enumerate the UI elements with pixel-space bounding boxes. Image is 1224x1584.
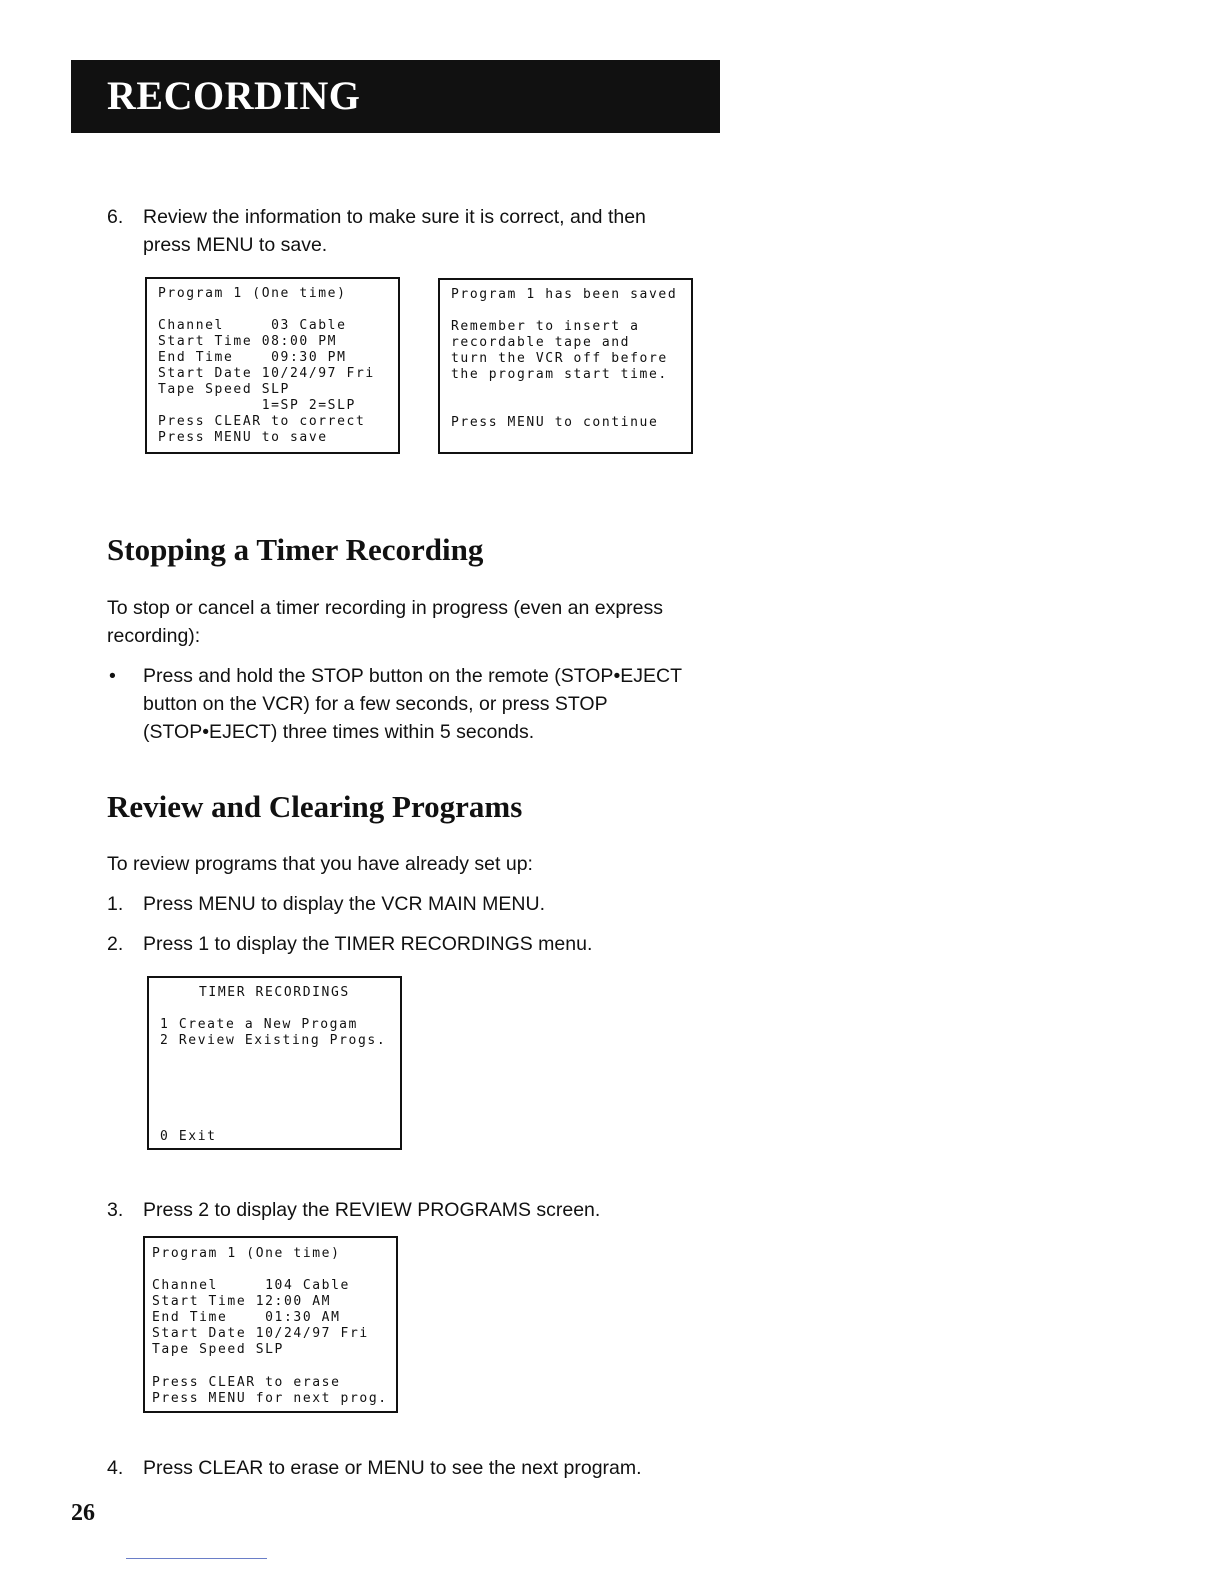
screen-line: 1 Create a New Progam (160, 1017, 358, 1032)
bullet-text-line2: button on the VCR) for a few seconds, or press STOP (143, 693, 608, 715)
section-title: RECORDING (107, 73, 361, 118)
screen-line: the program start time. (451, 367, 668, 382)
screen-line: 1=SP 2=SLP (158, 398, 356, 413)
step-text: Press 1 to display the TIMER RECORDINGS menu. (143, 933, 593, 955)
screen-line: Remember to insert a (451, 319, 640, 334)
step-text: Press MENU to display the VCR MAIN MENU. (143, 893, 546, 915)
bullet-text-line1: Press and hold the STOP button on the remote (STOP•EJECT (143, 665, 683, 687)
screen-line: Start Date 10/24/97 Fri (158, 366, 375, 381)
bullet-icon: • (109, 665, 116, 687)
review-step-2 (107, 930, 727, 958)
stopping-heading: Stopping a Timer Recording (107, 532, 484, 567)
screen-line: Press MENU to save (158, 430, 328, 445)
step-number: 6. (107, 206, 124, 228)
screen-line: recordable tape and (451, 335, 631, 350)
step-text-line1: Review the information to make sure it is correct, and then (143, 206, 646, 228)
review-heading: Review and Clearing Programs (107, 789, 523, 824)
step-number: 2. (107, 933, 124, 955)
stopping-bullet (107, 662, 727, 752)
section-header-bar (71, 60, 720, 133)
screen-line: Press CLEAR to correct (158, 414, 366, 429)
program-review-screen (145, 277, 400, 454)
screen-line: Program 1 has been saved (451, 287, 678, 302)
screen-line: Channel 03 Cable (158, 318, 347, 333)
screen-line: Start Time 12:00 AM (152, 1294, 332, 1309)
screen-line: End Time 09:30 PM (158, 350, 347, 365)
review-programs-screen (143, 1236, 398, 1413)
step-number: 3. (107, 1199, 124, 1221)
screen-line: TIMER RECORDINGS (199, 985, 350, 1000)
screen-line: End Time 01:30 AM (152, 1310, 341, 1325)
screen-line: 2 Review Existing Progs. (160, 1033, 387, 1048)
review-step-4 (107, 1454, 727, 1482)
screen-line: Start Date 10/24/97 Fri (152, 1326, 369, 1341)
step-text: Press 2 to display the REVIEW PROGRAMS screen. (143, 1199, 601, 1221)
screen-line: 0 Exit (160, 1129, 217, 1144)
step-number: 4. (107, 1457, 124, 1479)
stopping-intro-line1: To stop or cancel a timer recording in progress (even an express (107, 597, 664, 619)
review-step-1 (107, 890, 727, 918)
screen-line: Press CLEAR to erase (152, 1375, 341, 1390)
screen-line: Tape Speed SLP (158, 382, 290, 397)
screen-line: turn the VCR off before (451, 351, 668, 366)
program-saved-screen (438, 278, 693, 454)
screen-line: Program 1 (One time) (158, 286, 347, 301)
step-text: Press CLEAR to erase or MENU to see the next program. (143, 1457, 642, 1479)
timer-recordings-screen (147, 976, 402, 1150)
stopping-intro-line2: recording): (107, 625, 201, 647)
screen-line: Channel 104 Cable (152, 1278, 350, 1293)
bullet-text-line3: (STOP•EJECT) three times within 5 seconds. (143, 721, 535, 743)
review-step-3 (107, 1196, 727, 1224)
screen-line: Program 1 (One time) (152, 1246, 341, 1261)
screen-line: Start Time 08:00 PM (158, 334, 338, 349)
step-number: 1. (107, 893, 124, 915)
step-6 (107, 203, 727, 263)
page-number: 26 (71, 1500, 95, 1526)
step-text-line2: press MENU to save. (143, 234, 328, 256)
screen-line: Press MENU to continue (451, 415, 659, 430)
screen-line: Tape Speed SLP (152, 1342, 284, 1357)
review-intro: To review programs that you have already set up: (107, 853, 533, 875)
footer-divider (126, 1558, 267, 1559)
screen-line: Press MENU for next prog. (152, 1391, 388, 1406)
